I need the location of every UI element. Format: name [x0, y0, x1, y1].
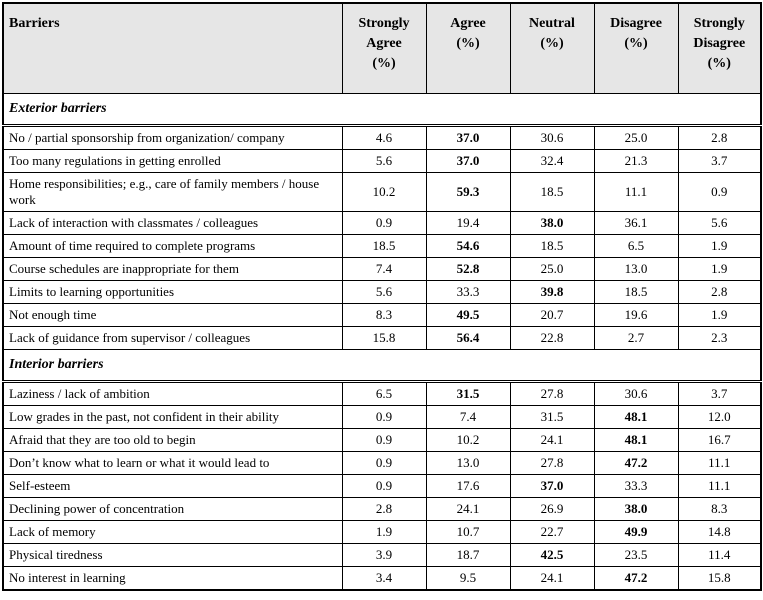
cell-strongly-disagree: 8.3 [678, 498, 761, 521]
cell-neutral: 24.1 [510, 567, 594, 591]
cell-neutral: 32.4 [510, 150, 594, 173]
cell-strongly-disagree: 11.4 [678, 544, 761, 567]
barrier-label: Afraid that they are too old to begin [3, 429, 342, 452]
table-row [3, 452, 761, 475]
cell-agree: 59.3 [426, 173, 510, 212]
barrier-label: No / partial sponsorship from organization/ company [3, 126, 342, 150]
cell-strongly-agree: 0.9 [342, 452, 426, 475]
cell-strongly-agree: 3.4 [342, 567, 426, 591]
header-strongly-disagree-unit: (%) [707, 56, 731, 71]
cell-disagree: 36.1 [594, 212, 678, 235]
cell-agree: 37.0 [426, 126, 510, 150]
cell-agree: 54.6 [426, 235, 510, 258]
cell-strongly-disagree: 3.7 [678, 382, 761, 406]
header-agree [426, 3, 510, 94]
cell-agree: 49.5 [426, 304, 510, 327]
cell-strongly-disagree: 1.9 [678, 235, 761, 258]
barrier-label: Lack of interaction with classmates / colleagues [3, 212, 342, 235]
cell-strongly-disagree: 12.0 [678, 406, 761, 429]
cell-strongly-agree: 6.5 [342, 382, 426, 406]
table-row [3, 544, 761, 567]
cell-strongly-disagree: 1.9 [678, 304, 761, 327]
cell-strongly-disagree: 2.8 [678, 281, 761, 304]
cell-agree: 10.2 [426, 429, 510, 452]
section-title: Exterior barriers [3, 94, 761, 126]
table-body [3, 94, 761, 591]
cell-strongly-agree: 10.2 [342, 173, 426, 212]
cell-agree: 7.4 [426, 406, 510, 429]
header-neutral-unit: (%) [540, 36, 564, 51]
cell-disagree: 33.3 [594, 475, 678, 498]
barriers-table [2, 2, 762, 591]
cell-disagree: 48.1 [594, 406, 678, 429]
table-row [3, 281, 761, 304]
barrier-label: Physical tiredness [3, 544, 342, 567]
table-row [3, 406, 761, 429]
cell-strongly-agree: 2.8 [342, 498, 426, 521]
cell-agree: 18.7 [426, 544, 510, 567]
cell-neutral: 22.8 [510, 327, 594, 350]
table-row [3, 173, 761, 212]
cell-neutral: 20.7 [510, 304, 594, 327]
cell-neutral: 25.0 [510, 258, 594, 281]
cell-agree: 10.7 [426, 521, 510, 544]
cell-neutral: 30.6 [510, 126, 594, 150]
cell-disagree: 6.5 [594, 235, 678, 258]
cell-disagree: 2.7 [594, 327, 678, 350]
cell-neutral: 37.0 [510, 475, 594, 498]
cell-neutral: 27.8 [510, 452, 594, 475]
table-row [3, 429, 761, 452]
cell-neutral: 42.5 [510, 544, 594, 567]
cell-disagree: 25.0 [594, 126, 678, 150]
cell-disagree: 18.5 [594, 281, 678, 304]
barrier-label: Not enough time [3, 304, 342, 327]
section-title: Interior barriers [3, 350, 761, 382]
cell-strongly-disagree: 2.8 [678, 126, 761, 150]
section-header-row [3, 94, 761, 126]
cell-strongly-agree: 18.5 [342, 235, 426, 258]
table-row [3, 498, 761, 521]
barrier-label: Declining power of concentration [3, 498, 342, 521]
cell-strongly-agree: 8.3 [342, 304, 426, 327]
cell-disagree: 30.6 [594, 382, 678, 406]
cell-strongly-disagree: 15.8 [678, 567, 761, 591]
cell-disagree: 11.1 [594, 173, 678, 212]
header-neutral [510, 3, 594, 94]
cell-neutral: 27.8 [510, 382, 594, 406]
cell-strongly-agree: 1.9 [342, 521, 426, 544]
barrier-label: Amount of time required to complete programs [3, 235, 342, 258]
table-row [3, 235, 761, 258]
table-row [3, 150, 761, 173]
cell-agree: 17.6 [426, 475, 510, 498]
header-strongly-disagree-line2: Disagree [693, 36, 746, 51]
cell-agree: 56.4 [426, 327, 510, 350]
cell-strongly-agree: 0.9 [342, 406, 426, 429]
header-disagree-line1: Disagree [610, 16, 662, 31]
header-strongly-disagree-line1: Strongly [693, 16, 745, 31]
header-neutral-line1: Neutral [529, 16, 575, 31]
cell-agree: 13.0 [426, 452, 510, 475]
cell-disagree: 13.0 [594, 258, 678, 281]
table-row [3, 327, 761, 350]
header-strongly-agree-line2: Agree [366, 36, 402, 51]
header-agree-unit: (%) [456, 36, 480, 51]
cell-disagree: 47.2 [594, 567, 678, 591]
cell-strongly-disagree: 11.1 [678, 475, 761, 498]
header-disagree-unit: (%) [624, 36, 648, 51]
table-row [3, 567, 761, 591]
barrier-label: Home responsibilities; e.g., care of family members / house work [3, 173, 342, 212]
section-header-row [3, 350, 761, 382]
cell-strongly-agree: 0.9 [342, 429, 426, 452]
cell-strongly-agree: 0.9 [342, 475, 426, 498]
header-strongly-agree-unit: (%) [372, 56, 396, 71]
cell-strongly-disagree: 5.6 [678, 212, 761, 235]
barrier-label: Course schedules are inappropriate for them [3, 258, 342, 281]
barrier-label: No interest in learning [3, 567, 342, 591]
cell-agree: 9.5 [426, 567, 510, 591]
barrier-label: Limits to learning opportunities [3, 281, 342, 304]
cell-neutral: 26.9 [510, 498, 594, 521]
cell-strongly-disagree: 2.3 [678, 327, 761, 350]
cell-neutral: 18.5 [510, 173, 594, 212]
cell-strongly-disagree: 1.9 [678, 258, 761, 281]
cell-strongly-disagree: 0.9 [678, 173, 761, 212]
cell-disagree: 19.6 [594, 304, 678, 327]
cell-disagree: 49.9 [594, 521, 678, 544]
cell-neutral: 22.7 [510, 521, 594, 544]
cell-strongly-disagree: 16.7 [678, 429, 761, 452]
table-row [3, 382, 761, 406]
cell-neutral: 39.8 [510, 281, 594, 304]
cell-strongly-disagree: 3.7 [678, 150, 761, 173]
header-agree-line1: Agree [450, 16, 486, 31]
cell-agree: 52.8 [426, 258, 510, 281]
cell-neutral: 24.1 [510, 429, 594, 452]
cell-agree: 24.1 [426, 498, 510, 521]
cell-strongly-disagree: 14.8 [678, 521, 761, 544]
table-container [2, 2, 762, 591]
cell-strongly-disagree: 11.1 [678, 452, 761, 475]
barrier-label: Self-esteem [3, 475, 342, 498]
table-row [3, 521, 761, 544]
header-row [3, 3, 761, 94]
cell-strongly-agree: 0.9 [342, 212, 426, 235]
cell-disagree: 21.3 [594, 150, 678, 173]
cell-neutral: 31.5 [510, 406, 594, 429]
barrier-label: Lack of guidance from supervisor / colleagues [3, 327, 342, 350]
cell-agree: 33.3 [426, 281, 510, 304]
header-strongly-agree [342, 3, 426, 94]
cell-disagree: 38.0 [594, 498, 678, 521]
cell-agree: 37.0 [426, 150, 510, 173]
cell-neutral: 38.0 [510, 212, 594, 235]
cell-agree: 19.4 [426, 212, 510, 235]
cell-disagree: 48.1 [594, 429, 678, 452]
header-strongly-disagree [678, 3, 761, 94]
barrier-label: Too many regulations in getting enrolled [3, 150, 342, 173]
header-barriers: Barriers [3, 3, 342, 94]
header-strongly-agree-line1: Strongly [358, 16, 410, 31]
header-disagree [594, 3, 678, 94]
table-row [3, 126, 761, 150]
cell-strongly-agree: 4.6 [342, 126, 426, 150]
table-row [3, 212, 761, 235]
barrier-label: Laziness / lack of ambition [3, 382, 342, 406]
cell-disagree: 47.2 [594, 452, 678, 475]
table-row [3, 475, 761, 498]
table-row [3, 304, 761, 327]
cell-neutral: 18.5 [510, 235, 594, 258]
cell-strongly-agree: 7.4 [342, 258, 426, 281]
cell-strongly-agree: 15.8 [342, 327, 426, 350]
cell-strongly-agree: 5.6 [342, 150, 426, 173]
barrier-label: Don’t know what to learn or what it would lead to [3, 452, 342, 475]
barrier-label: Low grades in the past, not confident in their ability [3, 406, 342, 429]
barrier-label: Lack of memory [3, 521, 342, 544]
table-row [3, 258, 761, 281]
cell-strongly-agree: 3.9 [342, 544, 426, 567]
cell-strongly-agree: 5.6 [342, 281, 426, 304]
cell-disagree: 23.5 [594, 544, 678, 567]
cell-agree: 31.5 [426, 382, 510, 406]
